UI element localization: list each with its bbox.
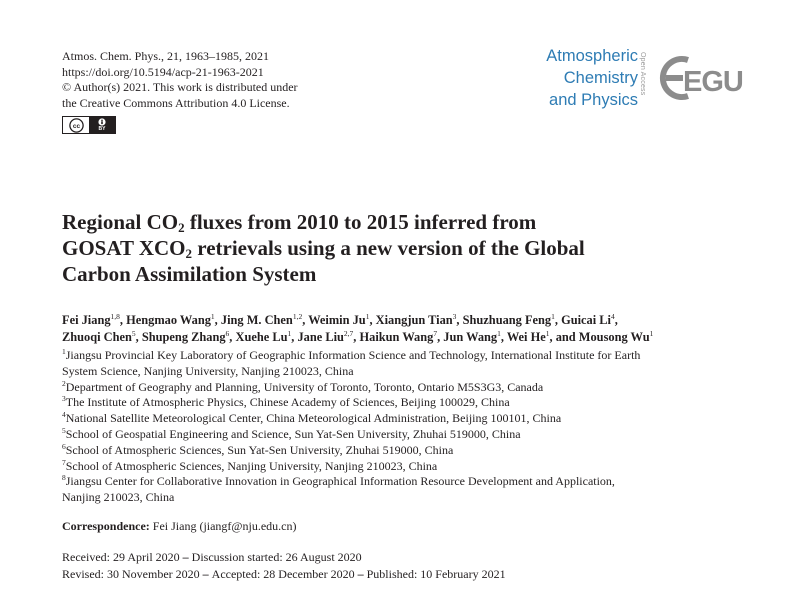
author-affiliation-number: 1 xyxy=(210,312,215,321)
person-icon xyxy=(98,118,106,126)
open-access-label: Open Access xyxy=(639,52,646,96)
logo-line: and Physics xyxy=(549,91,638,109)
author-name: Xuehe Lu xyxy=(235,330,288,344)
author-name: Fei Jiang xyxy=(62,313,111,327)
affiliation-item xyxy=(62,380,742,396)
logo-line: Atmospheric xyxy=(546,47,638,65)
correspondence-label: Correspondence: xyxy=(62,519,150,533)
author-affiliation-number: 3 xyxy=(452,312,457,321)
affiliation-number: 1 xyxy=(62,347,66,356)
author-name: Jing M. Chen xyxy=(220,313,293,327)
by-label: BY xyxy=(98,126,106,132)
title-line: GOSAT $XCO_2$ retrievals using a new version of the Global xyxy=(62,236,585,261)
author-affiliation-number: 1 xyxy=(551,312,555,321)
title-line: Regional $CO_2$ fluxes from 2010 to 2015 inferred from xyxy=(62,210,537,235)
affiliation-item xyxy=(62,348,742,380)
author-name: Haikun Wang xyxy=(359,330,434,344)
cc-icon xyxy=(63,117,89,133)
paper-title xyxy=(62,209,682,287)
author-name: Xiangjun Tian xyxy=(375,313,453,327)
affiliation-item xyxy=(62,411,742,427)
author-name: Mousong Wu xyxy=(578,330,650,344)
author-name: Weimin Ju xyxy=(308,313,366,327)
affiliation-text: School of Atmospheric Sciences, Sun Yat-Sen University, Zhuhai 519000, China xyxy=(65,442,454,457)
publication-dates xyxy=(62,549,506,582)
author-name: Jun Wang xyxy=(443,330,498,344)
affiliation-number: 6 xyxy=(62,441,66,451)
affiliation-number: 2 xyxy=(62,378,66,388)
affiliation-text: National Satellite Meteorological Center, China Meteorological Administration, Beijing 100101, China xyxy=(65,411,562,426)
author-affiliation-number: 4 xyxy=(611,312,615,321)
title-line: Carbon Assimilation System xyxy=(62,262,317,286)
correspondence-value[interactable]: Fei Jiang (jiangf@nju.edu.cn) xyxy=(149,519,297,533)
logo-line: Chemistry xyxy=(563,69,638,87)
affiliation-number: 7 xyxy=(62,457,66,467)
author-affiliation-number: 1 xyxy=(649,329,654,338)
author-affiliation-number: 6 xyxy=(225,329,230,338)
author-affiliation-number: 1,8 xyxy=(110,312,120,321)
publisher-name: EGU xyxy=(683,66,743,98)
affiliation-text: Jiangsu Provincial Key Laboratory of Geographic Information Science and Technology, International Institute for Earth xyxy=(65,348,641,362)
affiliation-list xyxy=(62,348,742,506)
affiliation-text-continued: Nanjing 210023, China xyxy=(62,490,175,505)
affiliation-text: School of Atmospheric Sciences, Nanjing University, Nanjing 210023, China xyxy=(65,458,438,473)
author-affiliation-number: 2,7 xyxy=(343,329,354,338)
author-name: Hengmao Wang xyxy=(126,313,211,327)
affiliation-text: School of Geospatial Engineering and Science, Sun Yat-Sen University, Zhuhai 519000, China xyxy=(65,426,521,441)
affiliation-text: The Institute of Atmospheric Physics, Chinese Academy of Sciences, Beijing 100029, China xyxy=(65,395,510,410)
author-affiliation-number: 1 xyxy=(287,329,292,338)
dates-line: Revised: 30 November 2020 – Accepted: 28 December 2020 – Published: 10 February 2021 xyxy=(62,566,506,581)
author-affiliation-number: 1 xyxy=(545,329,550,338)
affiliation-number: 5 xyxy=(62,425,66,435)
correspondence xyxy=(62,519,296,534)
license-notice: the Creative Commons Attribution 4.0 License. xyxy=(62,95,290,110)
author-affiliation-number: 1 xyxy=(497,329,501,338)
author-name: Shupeng Zhang xyxy=(141,330,226,344)
svg-text:cc: cc xyxy=(72,122,80,130)
author-name: Wei He xyxy=(506,330,546,344)
author-name: Jane Liu xyxy=(297,330,344,344)
affiliation-item xyxy=(62,443,742,459)
journal-logo-text xyxy=(520,45,638,111)
journal-citation: Atmos. Chem. Phys., 21, 1963–1985, 2021 xyxy=(62,49,270,63)
author-joiner: and xyxy=(555,330,576,344)
author-affiliation-number: 1,2 xyxy=(292,312,303,321)
affiliation-item xyxy=(62,474,742,506)
author-affiliation-number: 1 xyxy=(365,312,370,321)
author-name: Zhuoqi Chen xyxy=(62,330,132,344)
by-icon xyxy=(89,117,115,133)
egu-logo-icon xyxy=(652,48,743,108)
affiliation-number: 8 xyxy=(62,473,66,483)
affiliation-item xyxy=(62,427,742,443)
copyright-notice: © Author(s) 2021. This work is distributed under xyxy=(62,80,298,95)
affiliation-item xyxy=(62,459,742,475)
affiliation-text-continued: System Science, Nanjing University, Nanjing 210023, China xyxy=(62,363,354,378)
cc-by-license-icon[interactable] xyxy=(62,116,116,134)
cc-circle-icon xyxy=(69,118,84,133)
affiliation-text: Department of Geography and Planning, University of Toronto, Toronto, Ontario M5S3G3, Canada xyxy=(65,379,544,394)
author-affiliation-number: 7 xyxy=(433,329,438,338)
author-affiliation-number: 5 xyxy=(131,329,136,338)
author-list: Fei Jiang$^{1,8}$, Hengmao Wang$^1$, Jing M. Chen$^{1,2}$, Weimin Ju$^1$, Xiangjun Tian$^3$, Shuzhuang Feng$^1$, Guicai Li$^4$, Zhuoqi Chen$^5$, Shupeng Zhang$^6$, Xuehe Lu$^1$, Jane Liu$^{2,7}$, Haikun Wang$^7$, Jun Wang$^1$, Wei He$^1$, and Mousong Wu$^1$ xyxy=(62,312,654,344)
affiliation-number: 3 xyxy=(62,394,66,404)
author-name: Shuzhuang Feng xyxy=(462,313,552,327)
affiliation-text: Jiangsu Center for Collaborative Innovation in Geographical Information Resource Development and Application, xyxy=(65,474,615,489)
doi-link[interactable]: https://doi.org/10.5194/acp-21-1963-2021 xyxy=(62,64,264,79)
dates-line: Received: 29 April 2020 – Discussion started: 26 August 2020 xyxy=(62,550,362,564)
affiliation-item xyxy=(62,395,742,411)
article-metadata xyxy=(62,49,298,111)
author-name: Guicai Li xyxy=(561,313,611,327)
affiliation-number: 4 xyxy=(62,410,66,420)
